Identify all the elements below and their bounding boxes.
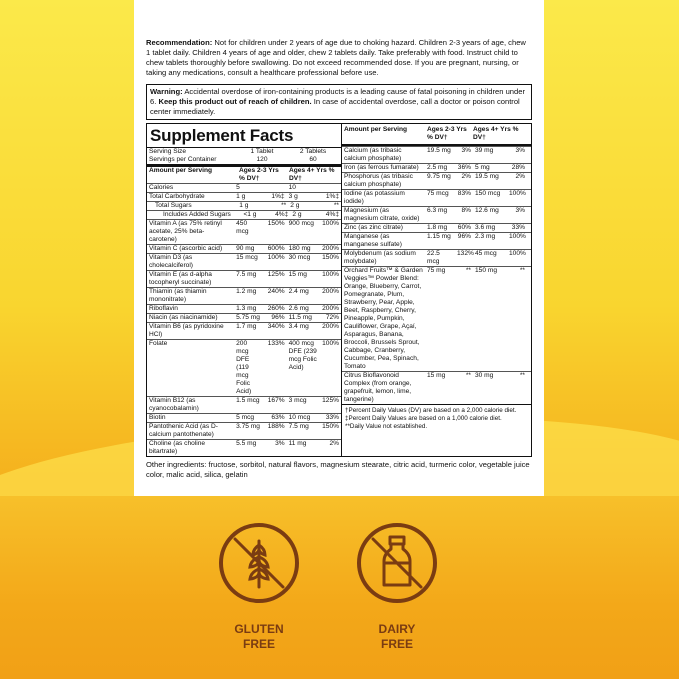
nutrient-row — [342, 371, 531, 404]
dv-a: 96% — [271, 314, 285, 321]
amount-a: 1 g — [236, 193, 246, 200]
dv-a: 4%‡ — [275, 211, 289, 218]
dv-a: 83% — [457, 190, 471, 197]
nutrient-name: Vitamin B6 (as pyridoxine HCl) — [149, 323, 224, 338]
amount-b: 900 mcg — [288, 220, 314, 227]
serving-size-row — [147, 147, 341, 156]
dv-a: ** — [281, 202, 287, 209]
amount-a: 15 mcg — [236, 254, 258, 261]
dv-b: 2% — [329, 440, 340, 447]
dv-b: 200% — [322, 288, 340, 295]
dv-b: 100% — [509, 190, 526, 197]
nutrient-name: Niacin (as niacinamide) — [149, 314, 218, 321]
amount-b: 2.4 mg — [288, 288, 309, 295]
facts-right-column — [342, 124, 531, 456]
dv-b: 100% — [509, 233, 526, 240]
dv-a: 150% — [267, 220, 285, 227]
dv-b: 200% — [322, 305, 340, 312]
nutrient-row — [147, 270, 341, 287]
recommendation — [146, 38, 532, 78]
gluten-free-label — [199, 622, 319, 652]
amount-a: 450 mcg — [236, 220, 249, 235]
nutrient-row — [147, 183, 341, 192]
nutrient-row — [147, 413, 341, 422]
dv-a: 125% — [267, 271, 285, 278]
dairy-free-line1: DAIRY — [378, 622, 416, 636]
amount-b: 2.6 mg — [288, 305, 309, 312]
warning-bold: Keep this product out of reach of children. — [158, 97, 312, 106]
amount-b: 39 mg — [475, 147, 494, 154]
nutrient-name: Folate — [149, 340, 168, 347]
nutrient-name: Choline (as choline bitartrate) — [149, 440, 206, 455]
recommendation-label: Recommendation: — [146, 38, 213, 47]
facts-left-column — [147, 124, 342, 456]
nutrient-name: Includes Added Sugars — [163, 211, 231, 218]
amount-b: 30 mcg — [288, 254, 311, 261]
nutrient-name: Thiamin (as thiamin mononitrate) — [149, 288, 207, 303]
nutrient-name: Vitamin A (as 75% retinyl acetate, 25% beta-carotene) — [149, 220, 222, 243]
dv-a: 188% — [267, 423, 285, 430]
dv-b: 33% — [511, 224, 525, 231]
dv-a: 132% — [457, 250, 474, 257]
nutrient-row — [147, 439, 341, 456]
serving-size-a: 1 Tablet — [250, 148, 274, 155]
nutrient-row — [147, 253, 341, 270]
amount-b: 19.5 mg — [475, 173, 499, 180]
warning-text-2: In case of accidental overdose, call a doctor or poison control center immediately. — [150, 97, 520, 116]
nutrient-name: Total Carbohydrate — [149, 193, 205, 200]
servings-label: Servings per Container — [149, 156, 217, 163]
gluten-free-line2: FREE — [242, 637, 275, 651]
dairy-free-label — [337, 622, 457, 652]
amount-a: 1.8 mg — [427, 224, 448, 231]
nutrient-name: Iron (as ferrous fumarate) — [344, 164, 419, 171]
label-content — [146, 38, 532, 480]
amount-b: 150 mg — [475, 267, 497, 274]
nutrient-row — [147, 219, 341, 244]
dv-a: 100% — [267, 254, 285, 261]
nutrient-row — [147, 422, 341, 439]
nutrient-name: Biotin — [149, 414, 166, 421]
dv-b: 200% — [322, 245, 340, 252]
nutrient-row — [342, 232, 531, 249]
nutrient-row — [342, 249, 531, 266]
dv-b: 72% — [325, 314, 340, 321]
supplement-facts-table — [146, 123, 532, 457]
amount-b: 11.5 mg — [288, 314, 312, 321]
nutrient-name: Magnesium (as magnesium citrate, oxide) — [344, 207, 420, 222]
nutrient-name: Zinc (as zinc citrate) — [344, 224, 403, 231]
nutrient-row — [147, 244, 341, 253]
footnote-3: **Daily Value not established. — [345, 423, 428, 430]
dv-a: 96% — [457, 233, 471, 240]
footnote-2: ‡Percent Daily Values are based on a 1,000 calorie diet. — [345, 415, 502, 422]
nutrient-name: Vitamin C (ascorbic acid) — [149, 245, 223, 252]
amount-b: 3.4 mg — [288, 323, 309, 330]
amount-b: 150 mcg — [475, 190, 501, 197]
dv-b: 28% — [511, 164, 525, 171]
nutrient-row — [147, 339, 341, 396]
nutrient-row — [147, 396, 341, 413]
servings-row — [147, 156, 341, 164]
dv-a: 36% — [457, 164, 471, 171]
dv-b — [320, 184, 341, 192]
dv-a: 133% — [267, 340, 285, 347]
col-b-head: Ages 4+ Yrs % DV† — [289, 167, 335, 182]
amount-a: 1.7 mg — [236, 323, 257, 330]
amount-a: 7.5 mg — [236, 271, 257, 278]
right-header-row — [342, 124, 531, 146]
nutrient-name: Calories — [149, 184, 174, 191]
amount-b: 11 mg — [288, 440, 307, 447]
nutrient-name: Calcium (as tribasic calcium phosphate) — [344, 147, 402, 162]
dv-a — [263, 184, 286, 192]
dv-a: 8% — [461, 207, 471, 214]
nutrient-name: Pantothenic Acid (as D-calcium pantothenate) — [149, 423, 218, 438]
dv-b: 100% — [322, 340, 340, 347]
dv-b: 4%‡ — [325, 211, 339, 218]
dv-a: 600% — [267, 245, 285, 252]
amount-b: 30 mg — [475, 372, 494, 379]
dv-b: 100% — [509, 250, 526, 257]
dv-a: 167% — [267, 397, 285, 404]
wheat-icon — [223, 527, 295, 599]
nutrient-name: Manganese (as manganese sulfate) — [344, 233, 402, 248]
amount-b: 5 mg — [475, 164, 490, 171]
dv-b: 100% — [322, 271, 340, 278]
nutrient-name: Total Sugars — [155, 202, 192, 209]
amount-a: 90 mg — [236, 245, 255, 252]
dv-b: 3% — [515, 207, 525, 214]
amount-a: 2.5 mg — [427, 164, 448, 171]
dv-b: ** — [519, 372, 525, 379]
nutrient-row — [147, 322, 341, 339]
left-nutrient-rows — [147, 183, 341, 456]
amount-b: 10 mcg — [288, 414, 311, 421]
dv-b: 100% — [322, 220, 340, 227]
amount-b: 3 g — [288, 193, 298, 200]
nutrient-name: Citrus Bioflavonoid Complex (from orange, grapefruit, lemon, lime, tangerine) — [344, 372, 412, 403]
amount-b: 45 mcg — [475, 250, 497, 257]
amount-a: 22.5 mcg — [427, 250, 440, 265]
col-a-head-right: Ages 2-3 Yrs % DV† — [427, 126, 467, 141]
col-a-head: Ages 2-3 Yrs % DV† — [239, 167, 279, 182]
amount-a: 5 mcg — [236, 414, 255, 421]
left-header-row — [147, 164, 341, 183]
amount-a: <1 g — [243, 211, 257, 218]
amount-a: 1.15 mg — [427, 233, 451, 240]
nutrient-name: Vitamin B12 (as cyanocobalamin) — [149, 397, 199, 412]
amount-b: 2.3 mg — [475, 233, 496, 240]
dv-a: 60% — [457, 224, 471, 231]
dv-a: ** — [465, 372, 471, 379]
amount-a: 75 mg — [427, 267, 446, 274]
dv-b: ** — [519, 267, 525, 274]
dv-b: 3% — [515, 147, 525, 154]
nutrient-row — [342, 146, 531, 163]
amount-b: 180 mg — [288, 245, 311, 252]
warning-text-1: Accidental overdose of iron-containing products is a leading cause of fatal poisoning in children under 6. — [150, 87, 525, 106]
serving-size-b: 2 Tablets — [299, 148, 327, 155]
nutrient-row — [147, 192, 341, 201]
amount-b: 12.6 mg — [475, 207, 499, 214]
dairy-free-line2: FREE — [380, 637, 413, 651]
amount-a: 1 g — [239, 202, 249, 209]
dv-a: ** — [465, 267, 471, 274]
nutrient-row — [147, 210, 341, 219]
amount-b: 2 g — [292, 211, 302, 218]
dv-b: ** — [333, 202, 339, 209]
amount-a: 1.3 mg — [236, 305, 257, 312]
dv-b: 200% — [322, 323, 340, 330]
facts-title: Supplement Facts — [150, 126, 294, 145]
nutrient-name: Vitamin D3 (as cholecalciferol) — [149, 254, 193, 269]
serving-size-label: Serving Size — [149, 148, 187, 155]
amount-b: 2 g — [290, 202, 300, 209]
gluten-free-line1: GLUTEN — [234, 622, 284, 636]
footnote-1: †Percent Daily Values (DV) are based on a 2,000 calorie diet. — [345, 407, 517, 414]
other-ingredients: Other ingredients: fructose, sorbitol, natural flavors, magnesium stearate, citric acid, turmeric color, vegetable juice color, malic acid, silica, gelatin — [146, 460, 530, 479]
nutrient-row — [147, 287, 341, 304]
dv-b: 1%‡ — [325, 193, 340, 200]
label-panel — [134, 0, 544, 496]
nutrient-row — [342, 266, 531, 371]
amount-b: 3.6 mg — [475, 224, 496, 231]
nutrient-name: Iodine (as potassium iodide) — [344, 190, 405, 205]
dv-b: 150% — [322, 254, 340, 261]
nutrient-row — [342, 206, 531, 223]
amount-a: 3.75 mg — [236, 423, 260, 430]
nutrient-name: Riboflavin — [149, 305, 178, 312]
amount-a: 5.5 mg — [236, 440, 257, 447]
dv-b: 150% — [322, 423, 340, 430]
amount-a: 1.2 mg — [236, 288, 257, 295]
milk-bottle-icon — [361, 527, 433, 599]
warning-label: Warning: — [150, 87, 183, 96]
recommendation-text: Not for children under 2 years of age due to choking hazard. Children 2-3 years of age, chew 1 tablet daily. Children 4 years of age and older, chew 2 tablets daily. Take preferably with food. Instruct child to chew tablets thoroughly before swallowing. Do not exceed recommended dose. If you are pregnant, nursing, or taking any medications, consult a healthcare professional before use. — [146, 38, 526, 77]
amount-b: 400 mcg DFE (239 mcg Folic Acid) — [288, 340, 317, 371]
amount-label: Amount per Serving — [149, 167, 213, 174]
dairy-free-badge — [357, 523, 437, 603]
nutrient-row — [147, 201, 341, 210]
amount-a: 200 mcg DFE (119 mcg Folic Acid) — [236, 340, 252, 395]
nutrient-row — [147, 313, 341, 322]
gluten-free-badge — [219, 523, 299, 603]
dv-a: 3% — [461, 147, 471, 154]
nutrient-row — [342, 172, 531, 189]
amount-a: 1.5 mcg — [236, 397, 260, 404]
nutrient-row — [147, 304, 341, 313]
nutrient-row — [342, 223, 531, 232]
amount-b: 3 mcg — [288, 397, 307, 404]
nutrient-name: Phosphorus (as tribasic calcium phosphate) — [344, 173, 413, 188]
amount-label-right: Amount per Serving — [344, 126, 408, 133]
dv-a: 2% — [461, 173, 471, 180]
dv-b: 33% — [325, 414, 340, 421]
dv-a: 340% — [267, 323, 285, 330]
dv-a: 1%‡ — [271, 193, 285, 200]
amount-a: 5.75 mg — [236, 314, 260, 321]
nutrient-row — [342, 163, 531, 172]
warning-box — [146, 84, 532, 120]
nutrient-name: Orchard Fruits™ & Garden Veggies™ Powder Blend: Orange, Blueberry, Carrot, Pomegranate, Plum, Strawberry, Pear, Apple, Beet, Raspberry, Cherry, Pineapple, Pumpkin, Cauliflower, Grape, Açaí, Asparagus, Banana, Broccoli, Brussels Sprout, Cabbage, Cranberry, Cucumber, Pea, Spinach, Tomato — [344, 267, 423, 370]
dv-a: 3% — [275, 440, 285, 447]
amount-b: 10 — [288, 184, 296, 191]
footnotes — [342, 404, 531, 433]
amount-b: 15 mg — [288, 271, 307, 278]
amount-a: 19.5 mg — [427, 147, 451, 154]
dv-a: 63% — [271, 414, 285, 421]
right-nutrient-rows — [342, 146, 531, 404]
amount-b: 7.5 mg — [288, 423, 309, 430]
dv-b: 2% — [515, 173, 525, 180]
amount-a: 75 mcg — [427, 190, 449, 197]
dv-a: 260% — [267, 305, 285, 312]
amount-a: 15 mg — [427, 372, 446, 379]
nutrient-row — [342, 189, 531, 206]
amount-a: 6.3 mg — [427, 207, 448, 214]
nutrient-name: Molybdenum (as sodium molybdate) — [344, 250, 416, 265]
amount-a: 9.75 mg — [427, 173, 451, 180]
amount-a: 5 — [236, 184, 240, 191]
dv-b: 125% — [322, 397, 340, 404]
col-b-head-right: Ages 4+ Yrs % DV† — [473, 126, 519, 141]
servings-a: 120 — [256, 156, 268, 163]
dv-a: 240% — [267, 288, 285, 295]
nutrient-name: Vitamin E (as d-alpha tocopheryl succinate) — [149, 271, 212, 286]
servings-b: 60 — [309, 156, 317, 163]
